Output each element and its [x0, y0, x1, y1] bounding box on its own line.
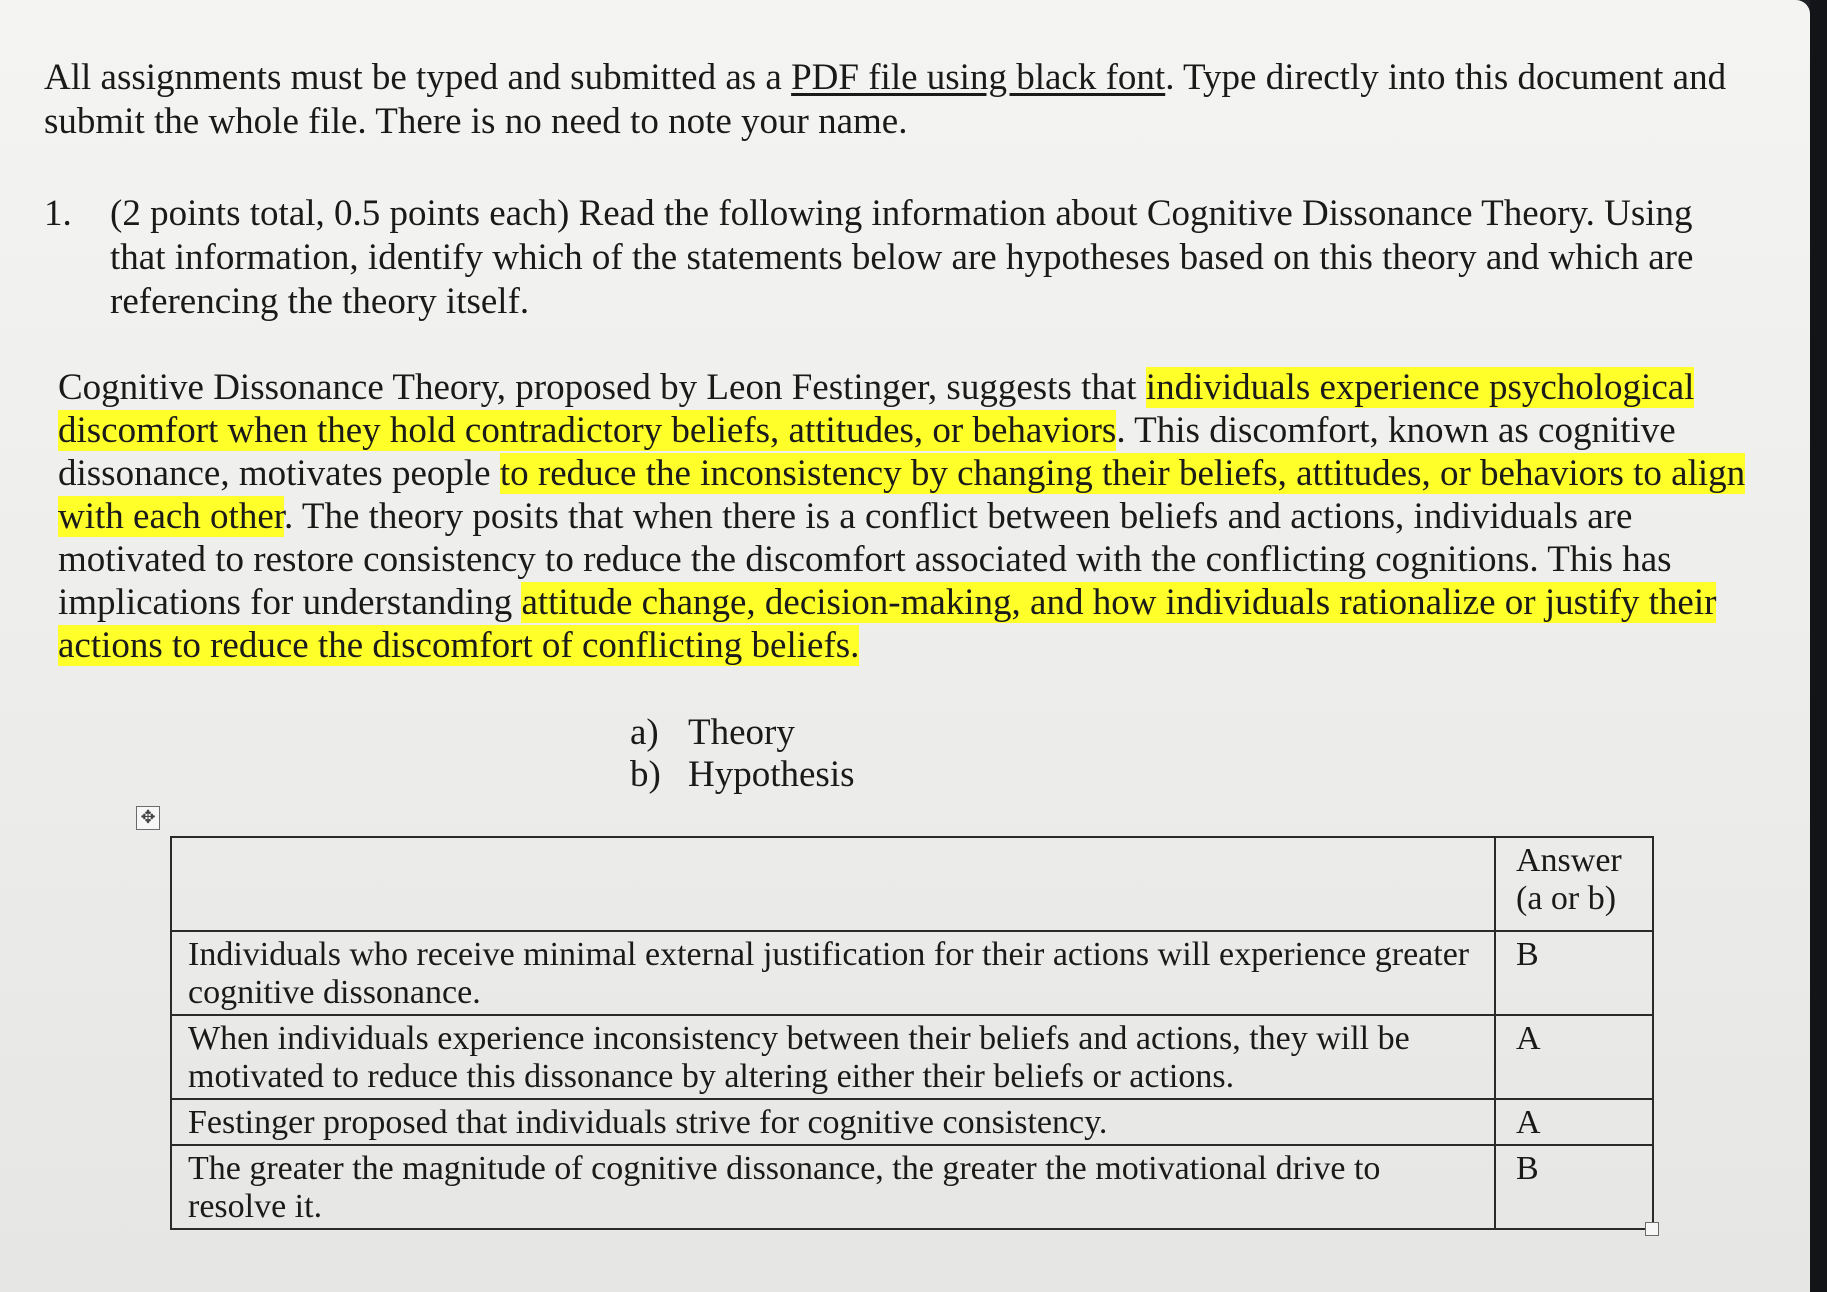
- answer-header-cell[interactable]: Answer (a or b): [1495, 837, 1653, 931]
- question-prompt: (2 points total, 0.5 points each) Read the following information about Cognitive Dissonance Theory. Using that information, identify which of the statements below are hypotheses based on this theory and which are referencing the theory itself.: [110, 193, 1694, 322]
- instructions-text-end: . Type directly into this document and submit the whole file. There is no need to note your name.: [44, 57, 1727, 142]
- table-header-row: [171, 837, 1653, 931]
- instructions-underlined-requirement: PDF file using black font: [791, 57, 1166, 98]
- monitor-bezel: [1810, 0, 1827, 1292]
- statement-cell[interactable]: When individuals experience inconsistency between their beliefs and actions, they will be motivated to reduce this dissonance by altering either their beliefs or actions.: [171, 1015, 1495, 1099]
- statement-cell[interactable]: The greater the magnitude of cognitive dissonance, the greater the motivational drive to resolve it.: [171, 1145, 1495, 1229]
- passage-highlight-2: to reduce the inconsistency by changing their beliefs, attitudes, or behaviors to align with each other: [58, 453, 1746, 537]
- option-letter: b): [630, 754, 661, 795]
- passage-highlight-1: individuals experience psychological discomfort when they hold contradictory beliefs, attitudes, or behaviors: [58, 367, 1695, 451]
- table-row: [171, 1145, 1653, 1229]
- statement-header-cell[interactable]: [171, 837, 1495, 931]
- option-letter: a): [630, 712, 659, 753]
- option-a: [630, 712, 855, 754]
- answer-options-list: [630, 712, 855, 796]
- statement-cell[interactable]: Festinger proposed that individuals strive for cognitive consistency.: [171, 1099, 1495, 1145]
- passage-text-2: . This discomfort, known as cognitive dissonance, motivates people: [58, 410, 1676, 494]
- question-number: 1.: [44, 193, 72, 234]
- answer-cell[interactable]: B: [1495, 931, 1653, 1015]
- option-label: Theory: [688, 712, 795, 753]
- answer-cell[interactable]: A: [1495, 1015, 1653, 1099]
- assignment-instructions: [44, 56, 1744, 144]
- table-resize-handle-icon[interactable]: [1645, 1222, 1659, 1236]
- passage-text-1: Cognitive Dissonance Theory, proposed by Leon Festinger, suggests that: [58, 367, 1146, 408]
- instructions-text-start: All assignments must be typed and submitted as a: [44, 57, 792, 98]
- option-b: [630, 754, 855, 796]
- statement-cell[interactable]: Individuals who receive minimal external justification for their actions will experience greater cognitive dissonance.: [171, 931, 1495, 1015]
- answer-cell[interactable]: A: [1495, 1099, 1653, 1145]
- option-label: Hypothesis: [688, 754, 855, 795]
- question-1: [44, 192, 1754, 324]
- theory-passage: [58, 366, 1763, 667]
- table-row: [171, 1099, 1653, 1145]
- answer-cell[interactable]: B: [1495, 1145, 1653, 1229]
- table-row: [171, 1015, 1653, 1099]
- passage-text-3: . The theory posits that when there is a conflict between beliefs and actions, individuals are motivated to restore consistency to reduce the discomfort associated with the conflicting cognitions. This has implications for understanding: [58, 496, 1672, 623]
- table-move-handle-icon[interactable]: ✥: [136, 806, 160, 830]
- table-row: [171, 931, 1653, 1015]
- answer-table: [170, 836, 1654, 1230]
- passage-highlight-3: attitude change, decision-making, and how individuals rationalize or justify their actions to reduce the discomfort of conflicting beliefs.: [58, 582, 1717, 666]
